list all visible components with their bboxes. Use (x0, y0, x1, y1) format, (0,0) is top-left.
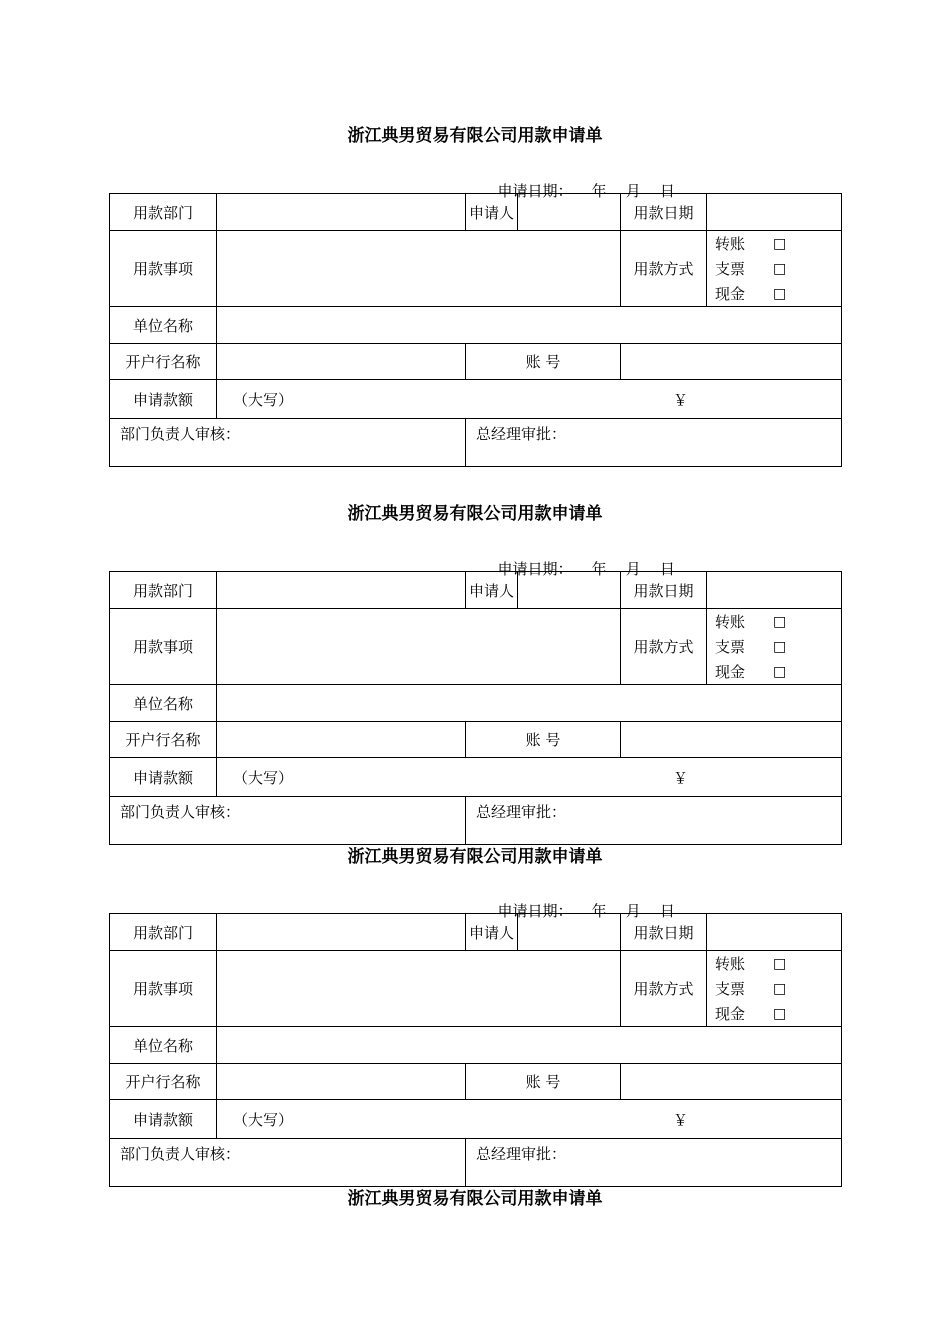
check-checkbox[interactable]: □ (773, 260, 787, 277)
purpose-field[interactable] (217, 231, 621, 307)
payment-option-check[interactable] (707, 256, 841, 281)
payment-option-cash[interactable] (707, 1001, 841, 1026)
yen-symbol: ￥ (673, 768, 689, 787)
payment-option-transfer[interactable] (707, 231, 841, 256)
account-label: 账 号 (466, 1064, 621, 1100)
payment-method-label: 用款方式 (621, 231, 707, 307)
unit-name-field[interactable] (217, 1027, 842, 1064)
check-label: 支票 (715, 980, 746, 998)
amount-field[interactable] (217, 758, 842, 797)
department-field[interactable] (217, 572, 466, 609)
amount-label: 申请款额 (110, 380, 217, 419)
amount-field[interactable] (217, 1100, 842, 1139)
payment-method-options (707, 609, 842, 685)
gm-approval-label: 总经理审批： (476, 803, 567, 821)
unit-name-label: 单位名称 (110, 307, 217, 344)
bank-field[interactable] (217, 722, 466, 758)
application-date-label: 申请日期： (497, 902, 573, 920)
month-label: 月 (625, 182, 641, 200)
gm-approval-label: 总经理审批： (476, 425, 567, 443)
dept-head-review-label: 部门负责人审核： (120, 803, 241, 821)
unit-name-field[interactable] (217, 307, 842, 344)
year-label: 年 (591, 182, 607, 200)
cash-label: 现金 (715, 1005, 746, 1023)
applicant-field[interactable] (518, 572, 621, 609)
month-label: 月 (625, 902, 641, 920)
account-field[interactable] (621, 344, 842, 380)
payment-option-cash[interactable] (707, 281, 841, 306)
transfer-label: 转账 (715, 613, 746, 631)
payment-request-form (109, 913, 842, 1187)
payment-request-form (109, 571, 842, 845)
amount-field[interactable] (217, 380, 842, 419)
transfer-checkbox[interactable]: □ (773, 235, 787, 252)
bank-field[interactable] (217, 344, 466, 380)
transfer-checkbox[interactable]: □ (773, 955, 787, 972)
form-title: 浙江典男贸易有限公司用款申请单 (347, 1189, 603, 1209)
account-label: 账 号 (466, 722, 621, 758)
purpose-label: 用款事项 (110, 231, 217, 307)
applicant-field[interactable] (518, 194, 621, 231)
purpose-field[interactable] (217, 951, 621, 1027)
unit-name-label: 单位名称 (110, 1027, 217, 1064)
payment-option-transfer[interactable] (707, 609, 841, 634)
amount-caps-label: （大写） (233, 768, 294, 787)
day-label: 日 (659, 182, 675, 200)
yen-symbol: ￥ (673, 390, 689, 409)
account-field[interactable] (621, 1064, 842, 1100)
dept-head-review-label: 部门负责人审核： (120, 1145, 241, 1163)
use-date-label: 用款日期 (621, 572, 707, 609)
purpose-label: 用款事项 (110, 609, 217, 685)
amount-caps-label: （大写） (233, 390, 294, 409)
application-date-label: 申请日期： (497, 560, 573, 578)
department-field[interactable] (217, 194, 466, 231)
dept-head-review[interactable] (110, 1139, 466, 1187)
payment-option-check[interactable] (707, 976, 841, 1001)
payment-method-label: 用款方式 (621, 609, 707, 685)
check-label: 支票 (715, 638, 746, 656)
gm-approval[interactable] (466, 797, 842, 845)
payment-method-options (707, 951, 842, 1027)
form-title: 浙江典男贸易有限公司用款申请单 (347, 504, 603, 524)
department-field[interactable] (217, 914, 466, 951)
year-label: 年 (591, 560, 607, 578)
use-date-field[interactable] (707, 914, 842, 951)
payment-option-transfer[interactable] (707, 951, 841, 976)
department-label: 用款部门 (110, 914, 217, 951)
day-label: 日 (659, 560, 675, 578)
payment-option-check[interactable] (707, 634, 841, 659)
form-title: 浙江典男贸易有限公司用款申请单 (347, 847, 603, 867)
use-date-label: 用款日期 (621, 914, 707, 951)
payment-method-label: 用款方式 (621, 951, 707, 1027)
department-label: 用款部门 (110, 194, 217, 231)
dept-head-review[interactable] (110, 419, 466, 467)
payment-option-cash[interactable] (707, 659, 841, 684)
cash-checkbox[interactable]: □ (773, 1005, 787, 1022)
transfer-checkbox[interactable]: □ (773, 613, 787, 630)
gm-approval[interactable] (466, 1139, 842, 1187)
use-date-field[interactable] (707, 194, 842, 231)
dept-head-review[interactable] (110, 797, 466, 845)
amount-label: 申请款额 (110, 758, 217, 797)
applicant-label: 申请人 (466, 914, 518, 951)
bank-label: 开户行名称 (110, 344, 217, 380)
cash-checkbox[interactable]: □ (773, 285, 787, 302)
use-date-label: 用款日期 (621, 194, 707, 231)
purpose-field[interactable] (217, 609, 621, 685)
applicant-field[interactable] (518, 914, 621, 951)
application-date-label: 申请日期： (497, 182, 573, 200)
cash-label: 现金 (715, 663, 746, 681)
amount-label: 申请款额 (110, 1100, 217, 1139)
year-label: 年 (591, 902, 607, 920)
applicant-label: 申请人 (466, 572, 518, 609)
bank-field[interactable] (217, 1064, 466, 1100)
payment-method-options (707, 231, 842, 307)
purpose-label: 用款事项 (110, 951, 217, 1027)
month-label: 月 (625, 560, 641, 578)
use-date-field[interactable] (707, 572, 842, 609)
unit-name-field[interactable] (217, 685, 842, 722)
form-title: 浙江典男贸易有限公司用款申请单 (347, 126, 603, 146)
transfer-label: 转账 (715, 235, 746, 253)
account-field[interactable] (621, 722, 842, 758)
check-checkbox[interactable]: □ (773, 980, 787, 997)
department-label: 用款部门 (110, 572, 217, 609)
check-checkbox[interactable]: □ (773, 638, 787, 655)
dept-head-review-label: 部门负责人审核： (120, 425, 241, 443)
yen-symbol: ￥ (673, 1110, 689, 1129)
gm-approval[interactable] (466, 419, 842, 467)
cash-label: 现金 (715, 285, 746, 303)
day-label: 日 (659, 902, 675, 920)
unit-name-label: 单位名称 (110, 685, 217, 722)
amount-caps-label: （大写） (233, 1110, 294, 1129)
cash-checkbox[interactable]: □ (773, 663, 787, 680)
transfer-label: 转账 (715, 955, 746, 973)
check-label: 支票 (715, 260, 746, 278)
bank-label: 开户行名称 (110, 1064, 217, 1100)
applicant-label: 申请人 (466, 194, 518, 231)
payment-request-form (109, 193, 842, 467)
account-label: 账 号 (466, 344, 621, 380)
bank-label: 开户行名称 (110, 722, 217, 758)
gm-approval-label: 总经理审批： (476, 1145, 567, 1163)
